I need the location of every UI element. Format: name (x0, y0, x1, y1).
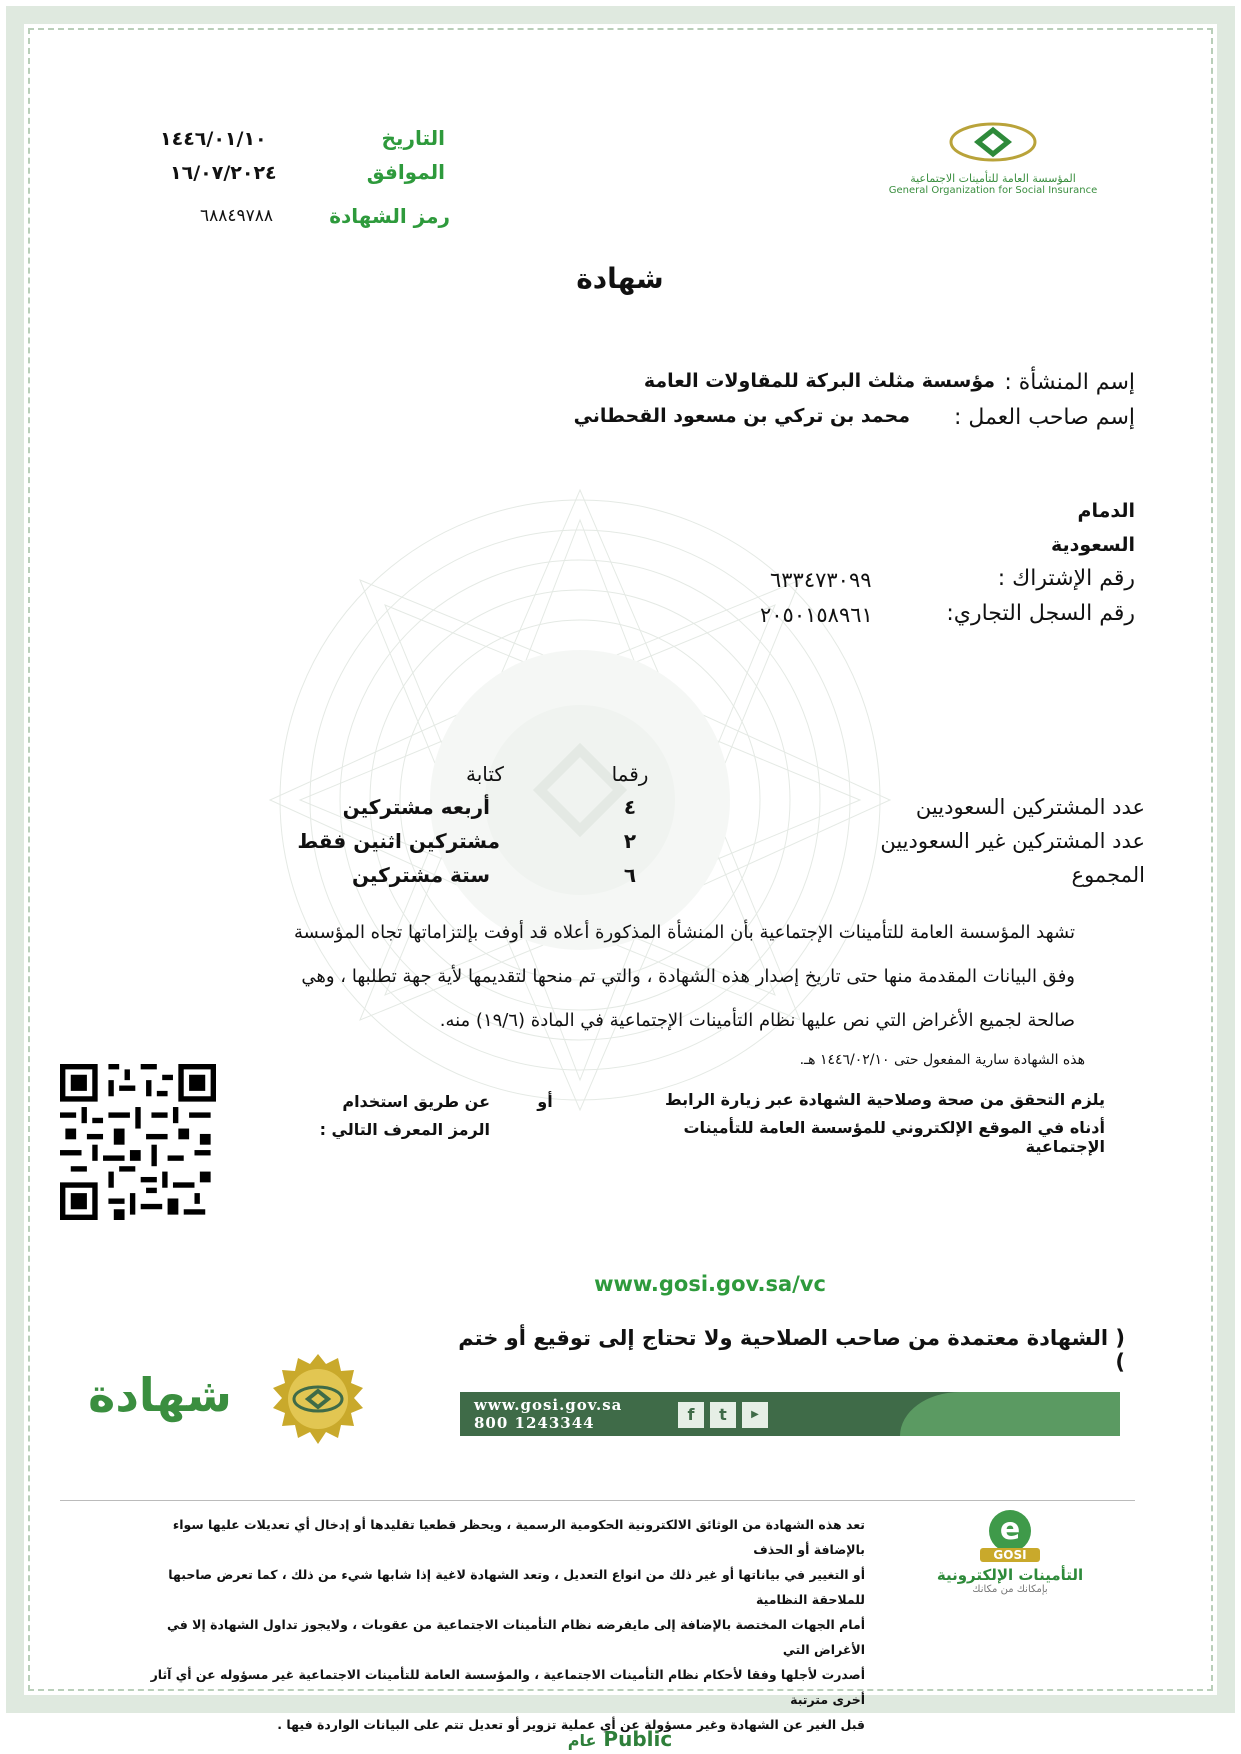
date-gregorian: ١٦/٠٧/٢٠٢٤ (170, 162, 277, 184)
owner-name-value: محمد بن تركي بن مسعود القحطاني (573, 405, 910, 427)
egosi-logo (915, 1510, 1105, 1620)
date-hijri: ١٤٤٦/٠١/١٠ (160, 128, 267, 150)
country: السعودية (1050, 534, 1135, 556)
egosi-tagline: بإمكانك من مكانك (972, 1584, 1048, 1595)
gosi-emblem-icon (948, 120, 1038, 164)
establishment-name-label: إسم المنشأة : (1004, 370, 1135, 395)
classification-ar: عام (567, 1731, 597, 1750)
row-saudi-text: أربعه مشتركين (342, 795, 490, 819)
statement-line-2: وفق البيانات المقدمة منها حتى تاريخ إصدار هذه الشهادة ، والتي تم منحها لتقديمها لأية جهة تطلبها ، وهي (301, 966, 1075, 987)
page-title: شهادة (576, 262, 664, 295)
footnote-line: أمام الجهات المختصة بالإضافة إلى مايفرضه نظام التأمينات الاجتماعية من عقوبات ، ولايجوز تداول الشهادة إلا في الأغراض التي (166, 1617, 865, 1657)
classification-en: Public (603, 1727, 673, 1751)
cr-label: رقم السجل التجاري: (946, 601, 1135, 626)
statement-line-1: تشهد المؤسسة العامة للتأمينات الإجتماعية بأن المنشأة المذكورة أعلاه قد أوفت بإلتزاماتها تجاه المؤسسة (293, 922, 1075, 943)
verify-left-line-1: عن طريق استخدام (342, 1092, 490, 1111)
col-text-header: كتابة (466, 762, 504, 786)
verify-left-line-2: الرمز المعرف التالي : (319, 1120, 490, 1139)
gosi-name-ar: المؤسسة العامة للتأمينات الاجتماعية (910, 172, 1076, 185)
egosi-letter: e (989, 1510, 1031, 1552)
approved-note: ( الشهادة معتمدة من صاحب الصلاحية ولا تحتاج إلى توقيع أو ختم ) (458, 1326, 1125, 1374)
egosi-badge: GOSI (980, 1548, 1040, 1562)
verify-right-line-1: يلزم التحقق من صحة وصلاحية الشهادة عبر زيارة الرابط (665, 1090, 1105, 1109)
classification-label (540, 1727, 700, 1751)
twitter-icon[interactable]: t (710, 1402, 736, 1428)
legal-footnote (120, 1512, 865, 1737)
facebook-icon[interactable]: f (678, 1402, 704, 1428)
row-nonsaudi-text: مشتركين اثنين فقط (297, 829, 500, 853)
egosi-name: التأمينات الإلكترونية (936, 1566, 1084, 1584)
gold-seal-icon (268, 1352, 368, 1452)
cr-value: ٢٠٥٠١٥٨٩٦١ (760, 603, 873, 627)
contact-banner (460, 1392, 1120, 1436)
row-saudi-number: ٤ (623, 795, 637, 819)
row-saudi-label: عدد المشتركين السعوديين (915, 795, 1145, 819)
gosi-name-en: General Organization for Social Insurance (888, 185, 1098, 196)
cert-code-value: ٦٨٨٤٩٧٨٨ (200, 206, 274, 226)
footnote-line: أصدرت لأجلها وفقا لأحكام نظام التأمينات الاجتماعية ، والمؤسسة العامة للتأمينات الاجتماعية غير مسؤوله عن أي آثار أخرى مترتبة (150, 1667, 865, 1707)
gosi-logo (850, 120, 1136, 210)
statement-line-3: صالحة لجميع الأغراض التي نص عليها نظام التأمينات الإجتماعية في المادة (١٩/٦) منه. (439, 1010, 1075, 1031)
banner-text (474, 1396, 622, 1432)
validity-note: هذه الشهادة سارية المفعول حتى ١٤٤٦/٠٢/١٠ هـ. (799, 1052, 1085, 1068)
cert-code-label: رمز الشهادة (329, 204, 450, 228)
banner-phone[interactable]: 800 1243344 (474, 1414, 595, 1432)
row-total-text: ستة مشتركين (351, 863, 490, 887)
subscription-label: رقم الإشتراك : (997, 566, 1135, 591)
row-total-number: ٦ (623, 863, 637, 887)
row-total-label: المجموع (1071, 863, 1145, 887)
verify-right-line-2: أدناه في الموقع الإلكتروني للمؤسسة العامة للتأمينات الإجتماعية (683, 1118, 1105, 1156)
date-label: التاريخ (381, 126, 445, 150)
verify-or: أو (537, 1092, 553, 1111)
footer-divider (60, 1500, 1135, 1501)
city: الدمام (1077, 500, 1135, 522)
footnote-line: تعد هذه الشهادة من الوثائق الالكترونية الحكومية الرسمية ، ويحظر قطعيا تقليدها أو إدخال أي تعديلات عليها سواء بالإضافة أو الحذف (172, 1517, 865, 1557)
qr-code-icon[interactable] (60, 1064, 216, 1220)
corresponding-label: الموافق (366, 160, 445, 184)
owner-name-label: إسم صاحب العمل : (954, 405, 1135, 430)
shahada-brand: شهادة (88, 1368, 232, 1422)
row-nonsaudi-label: عدد المشتركين غير السعوديين (880, 829, 1145, 853)
subscription-value: ٦٣٣٤٧٣٠٩٩ (770, 568, 872, 592)
youtube-icon[interactable]: ▶ (742, 1402, 768, 1428)
footnote-line: قبل الغير عن الشهادة وغير مسؤولة عن أي عملية تزوير أو تعديل تتم على البيانات الواردة فيها . (277, 1717, 865, 1732)
footnote-line: أو التغيير في بياناتها أو غير ذلك من انواع التعديل ، وتعد الشهادة لاغية إذا شابها شيء من ذلك ، كما تعرض صاحبها للملاحقة النظامية (168, 1567, 865, 1607)
row-nonsaudi-number: ٢ (623, 829, 637, 853)
establishment-name-value: مؤسسة مثلث البركة للمقاولات العامة (643, 370, 995, 392)
verification-url[interactable]: www.gosi.gov.sa/vc (594, 1272, 826, 1296)
banner-curve (900, 1392, 1120, 1436)
banner-website[interactable]: www.gosi.gov.sa (474, 1396, 623, 1414)
col-numeric-header: رقما (611, 762, 649, 786)
